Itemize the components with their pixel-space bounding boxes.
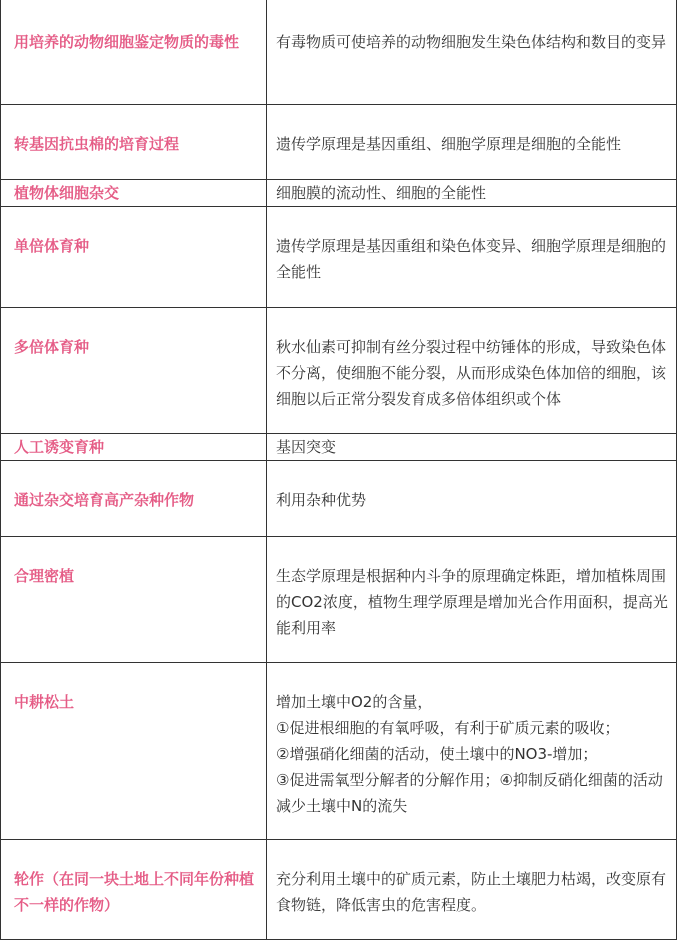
table-row bbox=[1, 537, 677, 663]
description-text: 充分利用土壤中的矿质元素，防止土壤肥力枯竭，改变原有食物链，降低害虫的危害程度。 bbox=[276, 870, 667, 914]
description-cell bbox=[267, 840, 677, 940]
description-cell bbox=[267, 434, 677, 461]
table-row bbox=[1, 434, 677, 461]
topic-cell: 人工诱变育种 bbox=[1, 434, 267, 461]
description-cell bbox=[267, 180, 677, 207]
description-text: ③促进需氧型分解者的分解作用；④抑制反硝化细菌的活动减少土壤中N的流失 bbox=[276, 771, 663, 815]
description-text: 利用杂种优势 bbox=[276, 491, 367, 509]
topic-cell: 用培养的动物细胞鉴定物质的毒性 bbox=[1, 0, 267, 105]
description-text: ②增强硝化细菌的活动，使土壤中的NO3-增加； bbox=[276, 745, 598, 763]
table-row bbox=[1, 0, 677, 105]
description-text: 增加土壤中O2的含量， bbox=[276, 693, 433, 711]
description-text: 基因突变 bbox=[276, 438, 337, 456]
topic-cell: 植物体细胞杂交 bbox=[1, 180, 267, 207]
description-cell bbox=[267, 537, 677, 663]
topic-cell: 合理密植 bbox=[1, 537, 267, 663]
topic-cell: 中耕松土 bbox=[1, 663, 267, 840]
topic-cell: 转基因抗虫棉的培育过程 bbox=[1, 105, 267, 180]
description-text: 秋水仙素可抑制有丝分裂过程中纺锤体的形成，导致染色体不分离，使细胞不能分裂，从而形成染色体加倍的细胞，该细胞以后正常分裂发育成多倍体组织或个体 bbox=[276, 338, 667, 408]
description-text: 遗传学原理是基因重组、细胞学原理是细胞的全能性 bbox=[276, 135, 622, 153]
topic-cell: 单倍体育种 bbox=[1, 207, 267, 308]
topic-cell: 轮作（在同一块土地上不同年份种植不一样的作物） bbox=[1, 840, 267, 940]
table-row bbox=[1, 308, 677, 434]
table-row bbox=[1, 207, 677, 308]
table-row bbox=[1, 461, 677, 537]
table-row bbox=[1, 840, 677, 940]
table-row bbox=[1, 663, 677, 840]
description-text: 遗传学原理是基因重组和染色体变异、细胞学原理是细胞的全能性 bbox=[276, 237, 667, 281]
description-cell bbox=[267, 308, 677, 434]
description-cell bbox=[267, 0, 677, 105]
description-text: ①促进根细胞的有氧呼吸，有利于矿质元素的吸收； bbox=[276, 719, 620, 737]
table-row bbox=[1, 180, 677, 207]
description-text: 有毒物质可使培养的动物细胞发生染色体结构和数目的变异 bbox=[276, 33, 667, 51]
description-cell bbox=[267, 461, 677, 537]
topic-cell: 通过杂交培育高产杂种作物 bbox=[1, 461, 267, 537]
description-cell bbox=[267, 207, 677, 308]
topic-cell: 多倍体育种 bbox=[1, 308, 267, 434]
table-row bbox=[1, 105, 677, 180]
description-cell bbox=[267, 663, 677, 840]
description-cell bbox=[267, 105, 677, 180]
description-text: 生态学原理是根据种内斗争的原理确定株距，增加植株周围的CO2浓度，植物生理学原理是增加光合作用面积，提高光能利用率 bbox=[276, 567, 668, 637]
description-text: 细胞膜的流动性、细胞的全能性 bbox=[276, 184, 487, 202]
